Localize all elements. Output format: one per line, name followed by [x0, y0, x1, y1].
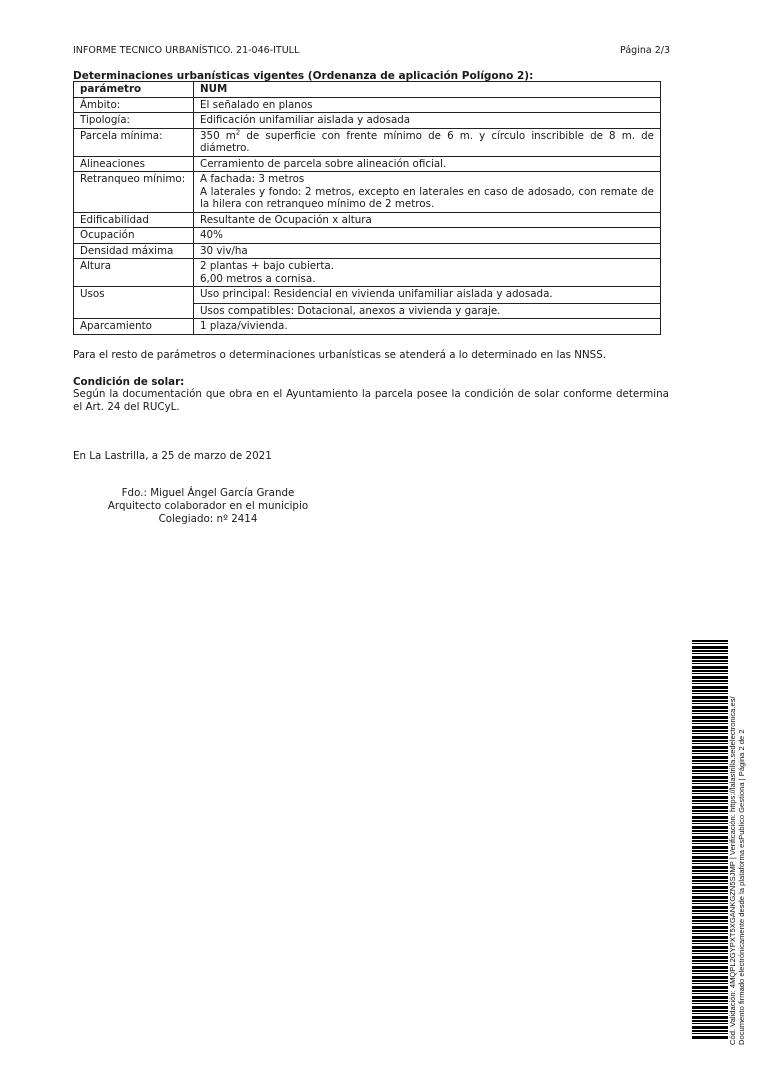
report-reference: INFORME TECNICO URBANÍSTICO. 21-046-ITULL — [73, 45, 300, 56]
page-number: Página 2/3 — [620, 45, 670, 56]
table-row — [74, 243, 661, 259]
table-row — [74, 172, 661, 213]
param-value: 40% — [194, 228, 661, 244]
param-value-line: A fachada: 3 metros — [200, 173, 305, 185]
param-value-part: de superficie con frente mínimo de 6 m. y círculo inscribible de 8 m. de diámetro. — [200, 129, 654, 154]
after-table-note: Para el resto de parámetros o determinaciones urbanísticas se atenderá a lo determinado en las NNSS. — [73, 349, 607, 361]
determinations-table — [73, 81, 661, 335]
param-name: Ámbito: — [74, 97, 194, 113]
table-header-row — [74, 82, 661, 98]
table-row — [74, 228, 661, 244]
param-value-line: A laterales y fondo: 2 metros, excepto en laterales en caso de adosado, con remate de la hilera con retranqueo mínimo de 2 metros. — [200, 185, 654, 210]
table-row — [74, 259, 661, 287]
cell-divider — [194, 303, 660, 304]
param-value: El señalado en planos — [194, 97, 661, 113]
param-name: Parcela mínima: — [74, 128, 194, 156]
table-row — [74, 287, 661, 319]
param-name: Tipología: — [74, 113, 194, 129]
validation-code-line: Cód. Validación: 4MQPL2GYPXT5XGANKGZN5SJMP | Verificación: https://lalastrilla.sedelectronica.es/ — [728, 696, 737, 1045]
place-date: En La Lastrilla, a 25 de marzo de 2021 — [73, 450, 272, 462]
validation-stamp — [728, 645, 746, 1045]
column-header-num: NUM — [194, 82, 661, 98]
param-name: Alineaciones — [74, 156, 194, 172]
param-value — [194, 172, 661, 213]
param-value-line: 6,00 metros a cornisa. — [200, 272, 316, 285]
param-value — [194, 259, 661, 287]
param-value: 30 viv/ha — [194, 243, 661, 259]
param-name: Retranqueo mínimo: — [74, 172, 194, 213]
param-name: Ocupación — [74, 228, 194, 244]
table-row — [74, 97, 661, 113]
validation-platform-line: Documento firmado electrónicamente desde la plataforma esPublico Gestiona | Página 2 de 2 — [737, 729, 746, 1045]
param-name: Altura — [74, 259, 194, 287]
validation-barcode — [692, 640, 728, 1040]
table-row — [74, 113, 661, 129]
barcode-image — [692, 640, 728, 1040]
table-row — [74, 319, 661, 335]
param-value-line: 2 plantas + bajo cubierta. — [200, 260, 334, 272]
param-value-line: Usos compatibles: Dotacional, anexos a vivienda y garaje. — [200, 304, 501, 317]
param-value-line: Uso principal: Residencial en vivienda unifamiliar aislada y adosada. — [200, 288, 553, 300]
param-name: Aparcamiento — [74, 319, 194, 335]
table-row — [74, 156, 661, 172]
superscript: 2 — [235, 128, 241, 137]
param-name: Usos — [74, 287, 194, 319]
condicion-text: Según la documentación que obra en el Ayuntamiento la parcela posee la condición de solar conforme determina el Art. 24 del RUCyL. — [73, 388, 669, 413]
condicion-title: Condición de solar: — [73, 376, 185, 388]
signature-role: Arquitecto colaborador en el municipio — [107, 500, 309, 512]
param-value: Edificación unifamiliar aislada y adosada — [194, 113, 661, 129]
param-value — [194, 287, 661, 319]
table-row — [74, 128, 661, 156]
param-name: Densidad máxima — [74, 243, 194, 259]
signature-name: Fdo.: Miguel Ángel García Grande — [121, 487, 295, 499]
table-row — [74, 212, 661, 228]
section-title: Determinaciones urbanísticas vigentes (Ordenanza de aplicación Polígono 2): — [73, 70, 534, 82]
param-value: Cerramiento de parcela sobre alineación oficial. — [194, 156, 661, 172]
param-value: 1 plaza/vivienda. — [194, 319, 661, 335]
param-value — [194, 128, 661, 156]
param-value: Resultante de Ocupación x altura — [194, 212, 661, 228]
param-name: Edificabilidad — [74, 212, 194, 228]
column-header-parametro: parámetro — [74, 82, 194, 98]
signature-license: Colegiado: nº 2414 — [158, 513, 258, 525]
param-value-part: 350 m — [200, 129, 236, 142]
